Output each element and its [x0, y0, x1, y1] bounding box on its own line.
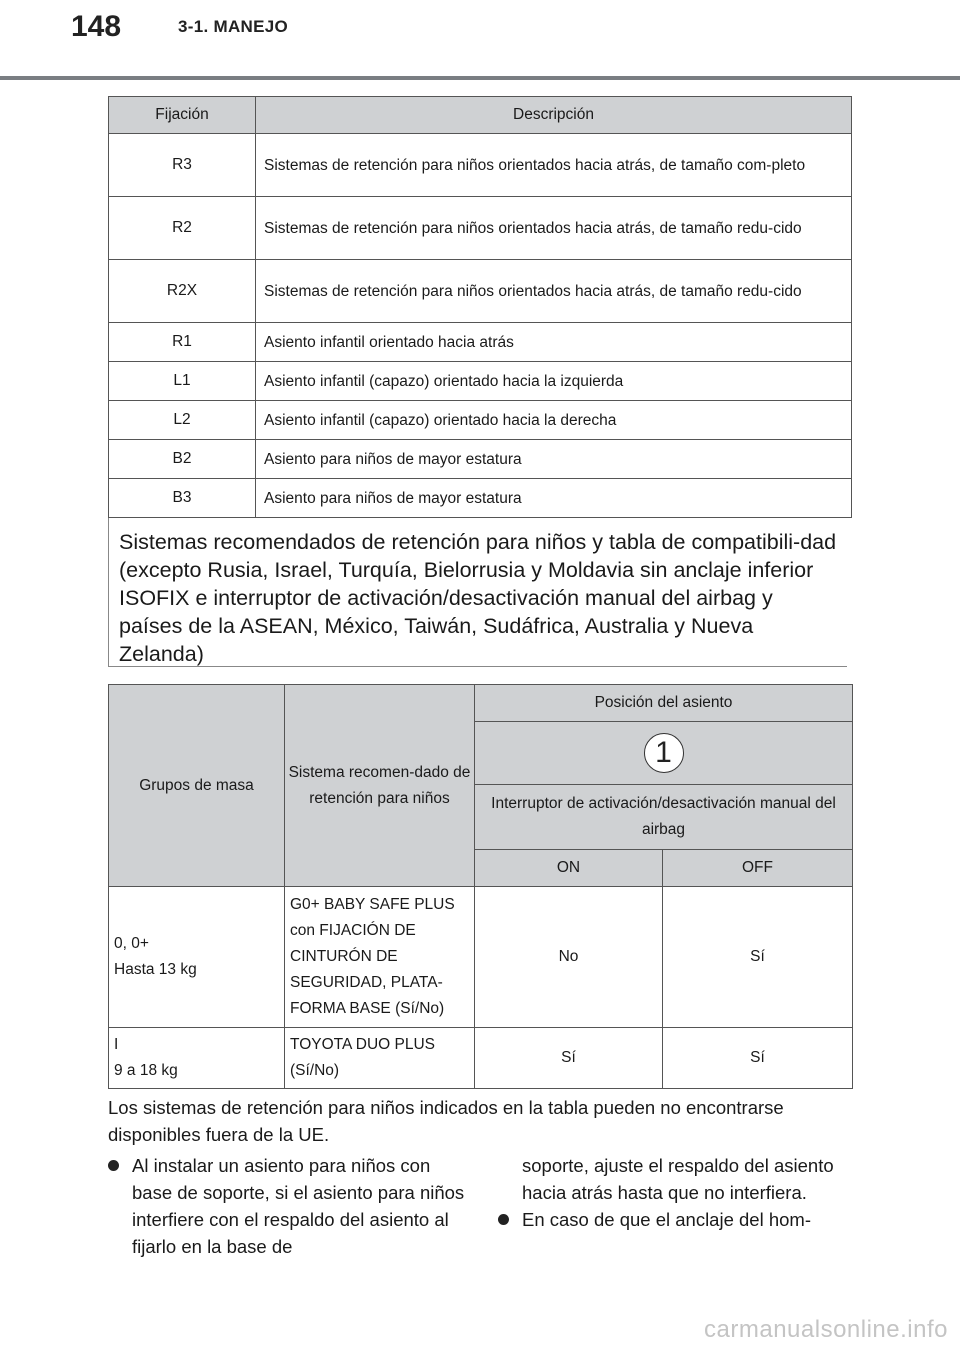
- fixture-description: Asiento infantil (capazo) orientado hacia la izquierda: [256, 362, 852, 401]
- mass-weight: Hasta 13 kg: [114, 961, 197, 978]
- bullet-icon: [498, 1214, 509, 1225]
- page-number: 148: [71, 10, 122, 43]
- table-row: [109, 1028, 853, 1089]
- mass-group: I: [114, 1036, 119, 1053]
- fixture-code: L2: [109, 401, 256, 440]
- fixture-code: R1: [109, 323, 256, 362]
- table-row: [109, 401, 852, 440]
- page-header: [0, 0, 960, 80]
- fixture-description: Sistemas de retención para niños orientados hacia atrás, de tamaño redu-cido: [256, 197, 852, 260]
- callout-heading: Sistemas recomendados de retención para niños y tabla de compatibili-dad (excepto Rusia, Israel, Turquía, Bielorrusia y Moldavia sin anclaje inferior ISOFIX e interruptor de activación/desactivación manual del airbag y países de la ASEAN, México, Taiwán, Sudáfrica, Australia y Nueva Zelanda): [119, 530, 837, 666]
- recommended-system-cell: G0+ BABY SAFE PLUS con FIJACIÓN DE CINTURÓN DE SEGURIDAD, PLATA-FORMA BASE (Sí/No): [285, 887, 475, 1028]
- list-item: [108, 1152, 468, 1260]
- bullet-text: Al instalar un asiento para niños con base de soporte, si el asiento para niños interfiere con el respaldo del asiento al fijarlo en la base de: [132, 1155, 465, 1257]
- header-seat-number: [475, 722, 853, 785]
- recommended-systems-callout: [108, 518, 847, 667]
- mass-group: 0, 0+: [114, 935, 149, 952]
- section-title: 3-1. MANEJO: [178, 17, 289, 36]
- header-seat-position: Posición del asiento: [475, 685, 853, 722]
- table-row: [109, 440, 852, 479]
- fixture-description: Sistemas de retención para niños orientados hacia atrás, de tamaño com-pleto: [256, 134, 852, 197]
- table-row: [109, 197, 852, 260]
- list-item: [498, 1206, 858, 1233]
- fixture-description: Asiento para niños de mayor estatura: [256, 440, 852, 479]
- table-row: [109, 260, 852, 323]
- table-row: [109, 479, 852, 518]
- fixture-description: Sistemas de retención para niños orientados hacia atrás, de tamaño redu-cido: [256, 260, 852, 323]
- header-off: OFF: [663, 850, 853, 887]
- airbag-off-cell: Sí: [663, 1028, 853, 1089]
- fixture-description: Asiento infantil (capazo) orientado hacia la derecha: [256, 401, 852, 440]
- text-column-right: [498, 1152, 858, 1233]
- bullet-continuation: soporte, ajuste el respaldo del asiento hacia atrás hasta que no interfiera.: [522, 1155, 834, 1203]
- availability-note: Los sistemas de retención para niños indicados en la tabla pueden no encontrarse disponibles fuera de la UE.: [108, 1097, 784, 1145]
- table-header-row: [109, 97, 852, 134]
- table-row: [109, 323, 852, 362]
- header-recommended-system: Sistema recomen-dado de retención para niños: [285, 685, 475, 887]
- fixture-code: L1: [109, 362, 256, 401]
- fixture-description: Asiento para niños de mayor estatura: [256, 479, 852, 518]
- bullet-icon: [108, 1160, 119, 1171]
- table-row: [109, 134, 852, 197]
- airbag-on-cell: No: [475, 887, 663, 1028]
- mass-group-cell: [109, 1028, 285, 1089]
- header-mass-groups: Grupos de masa: [109, 685, 285, 887]
- header-divider: [0, 76, 960, 80]
- table-row: [109, 887, 853, 1028]
- fixture-code: R2X: [109, 260, 256, 323]
- mass-weight: 9 a 18 kg: [114, 1062, 178, 1079]
- column-header-fixture: Fijación: [109, 97, 256, 134]
- fixture-table: [108, 96, 852, 518]
- airbag-on-cell: Sí: [475, 1028, 663, 1089]
- column-header-description: Descripción: [256, 97, 852, 134]
- header-on: ON: [475, 850, 663, 887]
- fixture-description: Asiento infantil orientado hacia atrás: [256, 323, 852, 362]
- fixture-code: B2: [109, 440, 256, 479]
- fixture-code: R2: [109, 197, 256, 260]
- fixture-code: B3: [109, 479, 256, 518]
- text-column-left: [108, 1152, 468, 1260]
- mass-group-cell: [109, 887, 285, 1028]
- seat-number-icon: 1: [644, 733, 684, 773]
- watermark: carmanualsonline.info: [704, 1316, 948, 1343]
- fixture-code: R3: [109, 134, 256, 197]
- recommended-system-cell: TOYOTA DUO PLUS (Sí/No): [285, 1028, 475, 1089]
- airbag-off-cell: Sí: [663, 887, 853, 1028]
- header-airbag-switch: Interruptor de activación/desactivación manual del airbag: [475, 785, 853, 850]
- compatibility-table: [108, 684, 853, 1089]
- table-row: [109, 362, 852, 401]
- bullet-text: En caso de que el anclaje del hom-: [522, 1209, 811, 1230]
